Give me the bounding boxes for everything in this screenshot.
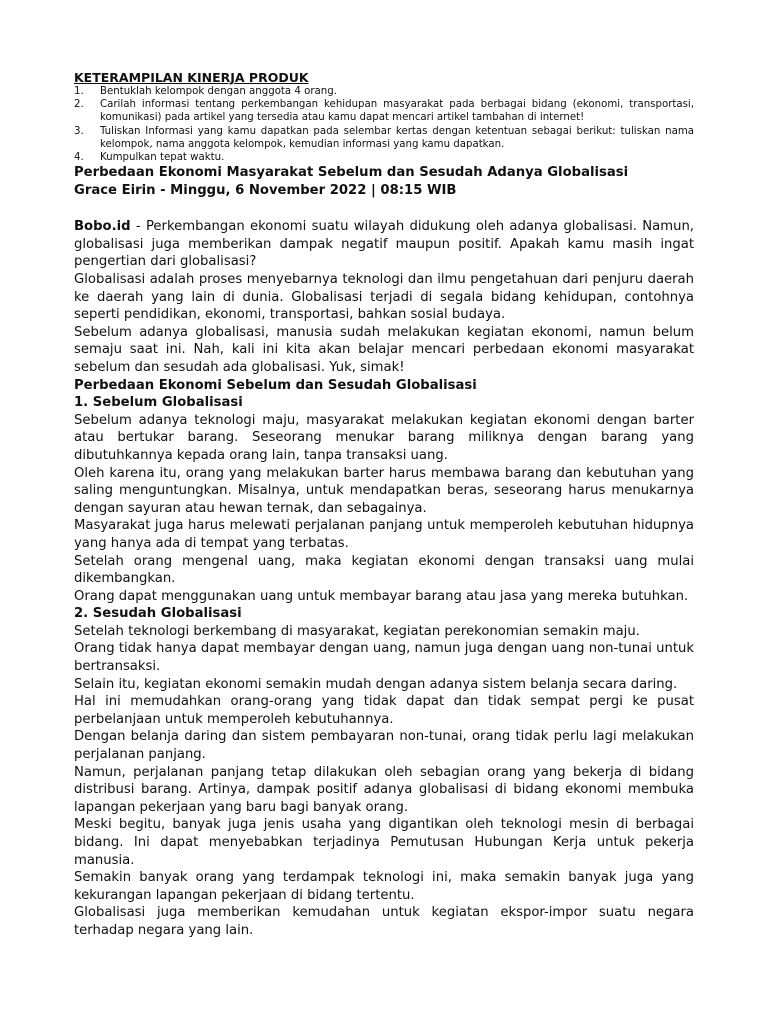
section2-paragraph: Orang tidak hanya dapat membayar dengan uang, namun juga dengan uang non-tunai untuk bertransaksi. bbox=[74, 641, 694, 675]
section1-title: 1. Sebelum Globalisasi bbox=[74, 395, 243, 411]
section1-paragraph: Oleh karena itu, orang yang melakukan barter harus membawa barang dan kebutuhan yang saling menguntungkan. Misalnya, untuk mendapatkan beras, seseorang harus menukarnya dengan sayuran atau hewan ternak, dan sebagainya. bbox=[74, 465, 694, 516]
task-item: 3. Tuliskan Informasi yang kamu dapatkan pada selembar kertas dengan ketentuan sebagai berikut: tuliskan nama kelompok, nama anggota kelompok, kemudian informasi yang kamu dapatkan. bbox=[74, 125, 694, 150]
intro-paragraph: Globalisasi adalah proses menyebarnya teknologi dan ilmu pengetahuan dari penjuru daerah ke daerah yang lain di dunia. Globalisasi terjadi di segala bidang kehidupan, contohnya seperti pendidikan, ekonomi, transportasi, bahkan sosial budaya. bbox=[74, 272, 694, 323]
task-item: 2. Carilah informasi tentang perkembangan kehidupan masyarakat pada berbagai bidang (ekonomi, transportasi, komunikasi) pada artikel yang tersedia atau kamu dapat mencari artikel tambahan di internet! bbox=[74, 99, 694, 124]
section1-paragraph: Setelah orang mengenal uang, maka kegiatan ekonomi dengan transaksi uang mulai dikembangkan. bbox=[74, 553, 694, 587]
section1-paragraph: Sebelum adanya teknologi maju, masyarakat melakukan kegiatan ekonomi dengan barter atau bertukar barang. Seseorang menukar barang miliknya dengan barang yang dibutuhkannya kepada orang lain, tanpa transaksi uang. bbox=[74, 412, 694, 463]
article-title: Perbedaan Ekonomi Masyarakat Sebelum dan Sesudah Adanya Globalisasi bbox=[74, 165, 629, 181]
section2-paragraph: Globalisasi juga memberikan kemudahan untuk kegiatan ekspor-impor suatu negara terhadap negara yang lain. bbox=[74, 905, 694, 938]
document-page bbox=[74, 70, 694, 940]
section2-paragraph: Semakin banyak orang yang terdampak teknologi ini, maka semakin banyak juga yang kekurangan lapangan pekerjaan di bidang tertentu. bbox=[74, 870, 694, 903]
task-item: 4. Kumpulkan tepat waktu. bbox=[74, 152, 225, 164]
intro-paragraph: Sebelum adanya globalisasi, manusia sudah melakukan kegiatan ekonomi, namun belum semaju saat ini. Nah, kali ini kita akan belajar mencari perbedaan ekonomi masyarakat sebelum dan sesudah ada globalisasi. Yuk, simak! bbox=[74, 324, 694, 375]
section-title: Perbedaan Ekonomi Sebelum dan Sesudah Globalisasi bbox=[74, 377, 477, 393]
article-byline: Grace Eirin - Minggu, 6 November 2022 | 08:15 WIB bbox=[74, 183, 457, 199]
section2-paragraph: Namun, perjalanan panjang tetap dilakukan oleh sebagian orang yang bekerja di bidang distribusi barang. Artinya, dampak positif adanya globalisasi di bidang ekonomi membuka lapangan pekerjaan yang baru bagi banyak orang. bbox=[74, 764, 694, 815]
section1-paragraph: Masyarakat juga harus melewati perjalanan panjang untuk memperoleh kebutuhan hidupnya yang hanya ada di tempat yang terbatas. bbox=[74, 518, 694, 551]
source-label: Bobo.id bbox=[74, 219, 131, 235]
section2-paragraph: Setelah teknologi berkembang di masyarakat, kegiatan perekonomian semakin maju. bbox=[74, 623, 640, 639]
section1-paragraph: Orang dapat menggunakan uang untuk membayar barang atau jasa yang mereka butuhkan. bbox=[74, 588, 689, 604]
section2-paragraph: Hal ini memudahkan orang-orang yang tidak dapat dan tidak sempat pergi ke pusat perbelanjaan untuk memperoleh kebutuhannya. bbox=[74, 694, 694, 727]
section2-title: 2. Sesudah Globalisasi bbox=[74, 606, 242, 622]
section2-paragraph: Selain itu, kegiatan ekonomi semakin mudah dengan adanya sistem belanja secara daring. bbox=[74, 676, 678, 692]
task-item: 1. Bentuklah kelompok dengan anggota 4 orang. bbox=[74, 86, 337, 97]
task-list bbox=[74, 85, 694, 164]
intro-paragraph: Bobo.id - Perkembangan ekonomi suatu wilayah didukung oleh adanya globalisasi. Namun, globalisasi juga memberikan dampak negatif maupun positif. Apakah kamu masih ingat pengertian dari globalisasi? bbox=[74, 219, 694, 270]
section2-paragraph: Meski begitu, banyak juga jenis usaha yang digantikan oleh teknologi mesin di berbagai bidang. Ini dapat menyebabkan terjadinya Pemutusan Hubungan Kerja untuk pekerja manusia. bbox=[74, 817, 694, 868]
task-heading: KETERAMPILAN KINERJA PRODUK bbox=[74, 70, 309, 85]
section2-paragraph: Dengan belanja daring dan sistem pembayaran non-tunai, orang tidak perlu lagi melakukan perjalanan panjang. bbox=[74, 729, 694, 763]
